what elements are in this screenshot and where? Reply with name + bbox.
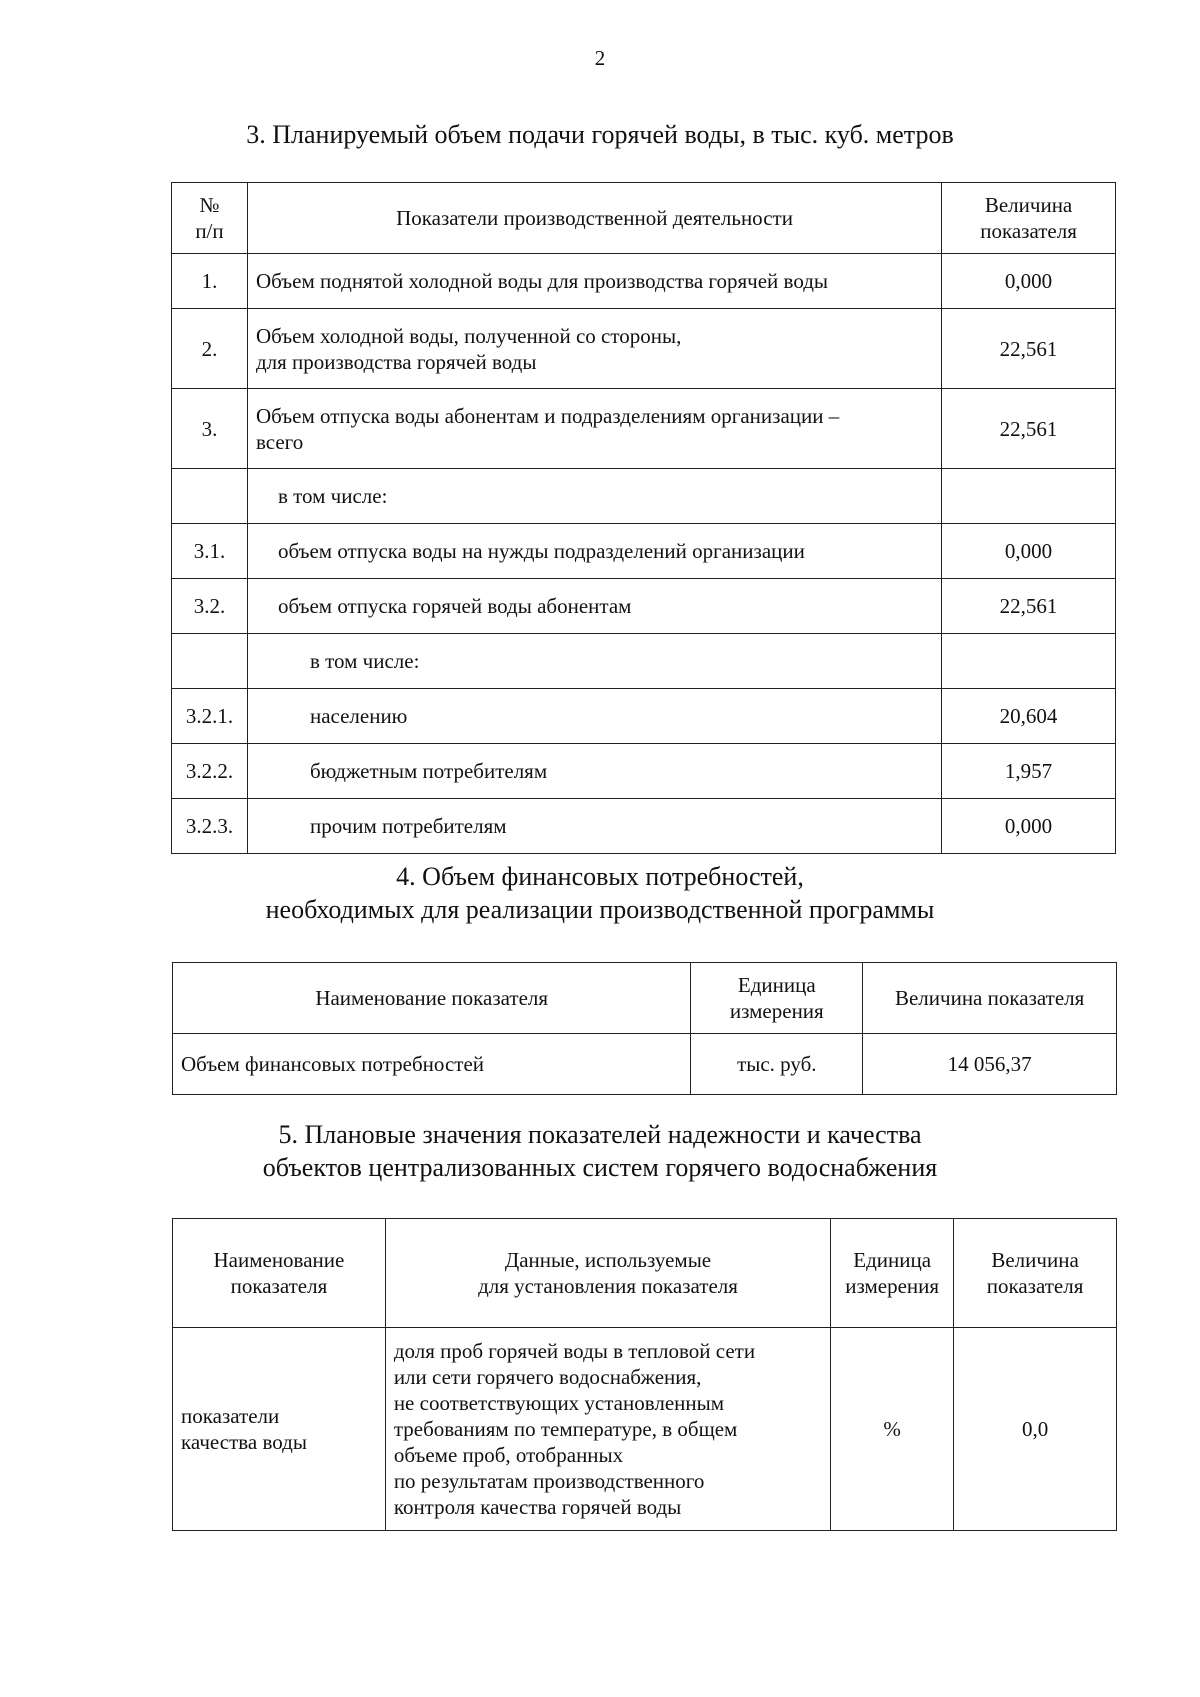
section4-title-line: 4. Объем финансовых потребностей,: [396, 862, 804, 891]
row-number: 3.2.2.: [172, 744, 248, 799]
col-header-name: [173, 1219, 386, 1328]
row-value: 22,561: [942, 579, 1116, 634]
table-row: [172, 524, 1116, 579]
header-text: №: [199, 193, 220, 217]
row-value: 14 056,37: [863, 1034, 1117, 1095]
col-header-indicator: Показатели производственной деятельности: [247, 183, 941, 254]
row-text: объем отпуска воды на нужды подразделений организации: [247, 524, 941, 579]
section4-title-line: необходимых для реализации производственной программы: [265, 895, 935, 924]
header-text: п/п: [195, 219, 224, 243]
table-row: [172, 469, 1116, 524]
row-unit: тыс. руб.: [691, 1034, 863, 1095]
header-text: Единица: [737, 973, 816, 997]
row-number: [172, 469, 248, 524]
header-text: показателя: [986, 1274, 1084, 1298]
table-header-row: [172, 183, 1116, 254]
row-number: 3.1.: [172, 524, 248, 579]
financial-needs-table: [172, 962, 1117, 1095]
description-line: доля проб горячей воды в тепловой сети: [393, 1339, 756, 1363]
section4-title: [0, 860, 1200, 926]
row-number: 3.: [172, 389, 248, 469]
section5-title-line: объектов централизованных систем горячего водоснабжения: [262, 1153, 938, 1182]
table-row: [173, 1034, 1117, 1095]
row-text: в том числе:: [247, 469, 941, 524]
row-number: 3.2.1.: [172, 689, 248, 744]
row-unit: %: [831, 1328, 954, 1531]
description-line: не соответствующих установленным: [393, 1391, 725, 1415]
row-text-line: Объем холодной воды, полученной со стороны,: [255, 323, 682, 348]
row-value: 0,0: [954, 1328, 1117, 1531]
col-header-unit: [831, 1219, 954, 1328]
row-value: 22,561: [942, 389, 1116, 469]
table-header-row: [173, 1219, 1117, 1328]
row-number: 1.: [172, 254, 248, 309]
table-row: [172, 744, 1116, 799]
row-name: [173, 1328, 386, 1531]
col-header-value: [942, 183, 1116, 254]
header-text: показателя: [230, 1274, 328, 1298]
row-text-line: Объем отпуска воды абонентам и подразделениям организации –: [255, 403, 840, 428]
row-text: Объем поднятой холодной воды для производства горячей воды: [247, 254, 941, 309]
header-text: Величина: [991, 1248, 1079, 1272]
col-header-data: [385, 1219, 830, 1328]
row-number: 2.: [172, 309, 248, 389]
header-text: Величина: [984, 193, 1073, 217]
section5-title: [0, 1118, 1200, 1184]
row-value: 0,000: [942, 799, 1116, 854]
section3-title: 3. Планируемый объем подачи горячей воды, в тыс. куб. метров: [246, 120, 954, 149]
header-text: показателя: [980, 219, 1077, 243]
row-value: [942, 634, 1116, 689]
row-text: бюджетным потребителям: [247, 744, 941, 799]
header-text: измерения: [845, 1274, 940, 1298]
table-row: [172, 634, 1116, 689]
row-value: 20,604: [942, 689, 1116, 744]
row-name-line: показатели: [181, 1404, 280, 1428]
description-line: или сети горячего водоснабжения,: [393, 1365, 702, 1389]
col-header-value: Величина показателя: [863, 963, 1117, 1034]
description-line: контроля качества горячей воды: [393, 1495, 682, 1519]
col-header-unit: [691, 963, 863, 1034]
row-text-line: для производства горячей воды: [255, 349, 537, 374]
row-value: 22,561: [942, 309, 1116, 389]
row-value: 0,000: [942, 524, 1116, 579]
header-text: измерения: [729, 999, 824, 1023]
header-text: для установления показателя: [478, 1274, 738, 1298]
description-line: требованиям по температуре, в общем: [393, 1417, 738, 1441]
row-text: населению: [247, 689, 941, 744]
row-text: [247, 309, 941, 389]
row-value: 1,957: [942, 744, 1116, 799]
table-row: [173, 1328, 1117, 1531]
hot-water-volume-table: [171, 182, 1116, 854]
row-value: 0,000: [942, 254, 1116, 309]
row-name-line: качества воды: [181, 1430, 307, 1454]
table-row: [172, 579, 1116, 634]
row-text: [247, 389, 941, 469]
description-line: объеме проб, отобранных: [393, 1443, 624, 1467]
col-header-name: Наименование показателя: [173, 963, 691, 1034]
table-row: [172, 254, 1116, 309]
table-row: [172, 389, 1116, 469]
section5-title-line: 5. Плановые значения показателей надежности и качества: [278, 1120, 922, 1149]
row-value: [942, 469, 1116, 524]
row-text-line: всего: [255, 429, 304, 454]
table-row: [172, 799, 1116, 854]
row-data-description: [385, 1328, 830, 1531]
table-row: [172, 689, 1116, 744]
quality-indicators-table: [172, 1218, 1117, 1531]
table-header-row: [173, 963, 1117, 1034]
header-text: Наименование: [213, 1248, 345, 1272]
header-text: Единица: [853, 1248, 932, 1272]
row-number: 3.2.: [172, 579, 248, 634]
row-text: в том числе:: [247, 634, 941, 689]
row-text: прочим потребителям: [247, 799, 941, 854]
description-line: по результатам производственного: [393, 1469, 705, 1493]
header-text: Данные, используемые: [504, 1248, 712, 1272]
col-header-number: [172, 183, 248, 254]
row-text: объем отпуска горячей воды абонентам: [247, 579, 941, 634]
table-row: [172, 309, 1116, 389]
row-number: 3.2.3.: [172, 799, 248, 854]
row-name: Объем финансовых потребностей: [173, 1034, 691, 1095]
page-number: 2: [594, 46, 606, 70]
row-number: [172, 634, 248, 689]
col-header-value: [954, 1219, 1117, 1328]
